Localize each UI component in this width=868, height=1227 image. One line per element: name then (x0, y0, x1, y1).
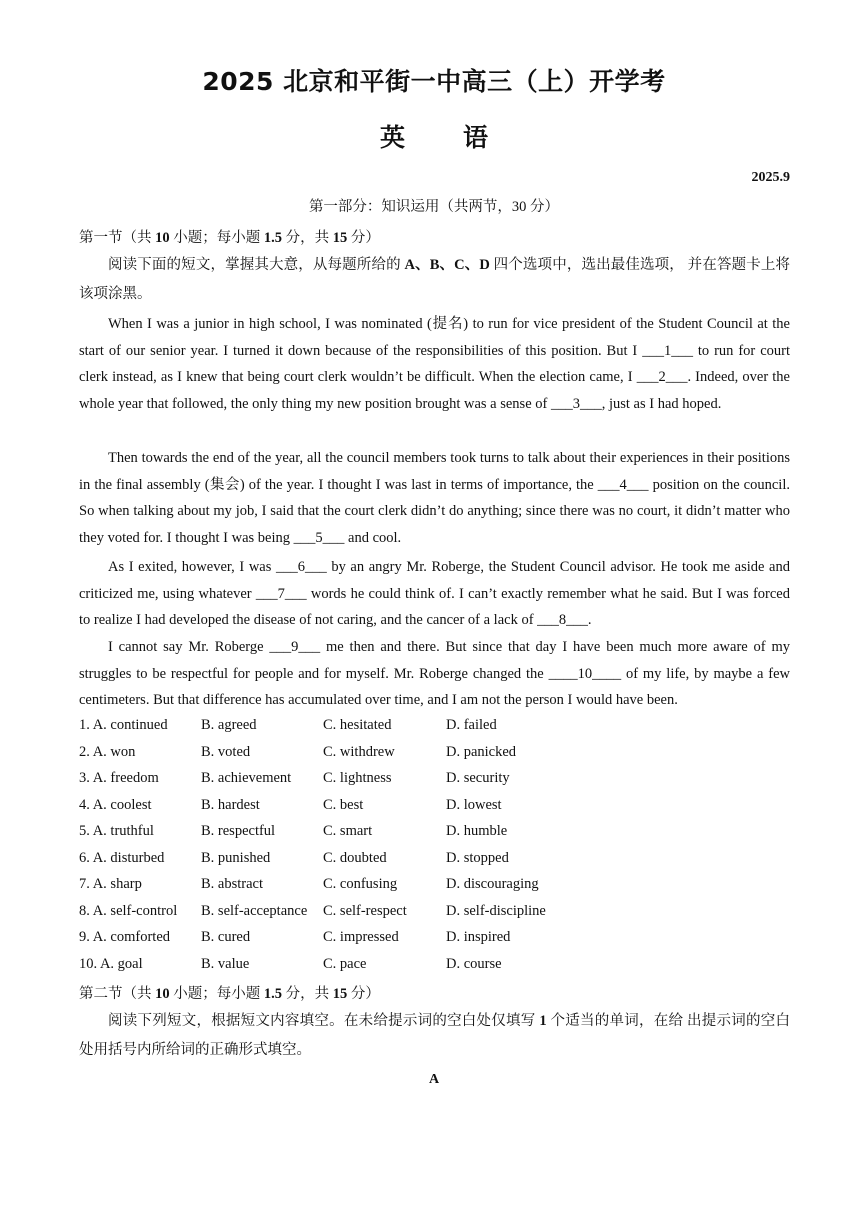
option-row (79, 872, 790, 899)
exam-date: 2025.9 (751, 170, 790, 185)
option-row (79, 766, 790, 793)
passage-label: A (428, 1072, 440, 1087)
option-row (79, 846, 790, 873)
option-a: 4. A. coolest (79, 796, 152, 813)
option-d: D. stopped (446, 849, 509, 866)
option-d: D. panicked (446, 743, 517, 760)
option-b: B. voted (201, 743, 251, 760)
option-row (79, 925, 790, 952)
option-d: D. failed (446, 717, 497, 733)
option-d: D. humble (446, 823, 508, 839)
option-b: B. agreed (201, 717, 257, 733)
option-c: C. pace (323, 955, 367, 972)
section1-heading: 第一节（共 10 小题；每小题 1.5 分，共 15 分） (79, 230, 380, 246)
option-b: B. abstract (201, 876, 264, 892)
option-d: D. inspired (446, 929, 511, 945)
option-a: 7. A. sharp (79, 876, 142, 892)
option-row (79, 819, 790, 846)
option-d: D. lowest (446, 796, 502, 813)
options-list (79, 713, 790, 978)
option-d: D. self-discipline (446, 902, 546, 919)
option-c: C. withdrew (323, 743, 395, 760)
option-b: B. respectful (201, 823, 276, 839)
option-a: 3. A. freedom (79, 770, 159, 786)
option-b: B. self-acceptance (201, 902, 308, 919)
option-a: 1. A. continued (79, 717, 168, 733)
option-a: 8. A. self-control (79, 902, 178, 919)
option-a: 10. A. goal (79, 955, 143, 972)
option-row (79, 713, 790, 740)
option-row (79, 899, 790, 926)
passage-paragraph-3: As I exited, however, I was ___6___ by an angry Mr. Roberge, the Student Council advisor. He took me aside and criticized me, using whatever ___7___ words he could think of. I can’t exactly remember what he said. But I was forced to realize I had developed the disease of not caring, and the cancer of a lack of ___8___. (79, 559, 790, 629)
option-c: C. impressed (323, 929, 399, 945)
option-c: C. doubted (323, 849, 387, 866)
option-row (79, 740, 790, 767)
option-row (79, 952, 790, 979)
section2-instructions: 阅读下列短文，根据短文内容填空。在未给提示词的空白处仅填写 1 个适当的单词，在给 出提示词的空白处用括号内所给词的正确形式填空。 (79, 1013, 791, 1058)
option-b: B. achievement (201, 770, 292, 786)
option-d: D. security (446, 770, 510, 786)
option-c: C. hesitated (323, 717, 392, 733)
section2-heading: 第二节（共 10 小题；每小题 1.5 分，共 15 分） (79, 986, 380, 1002)
option-a: 2. A. won (79, 743, 136, 760)
option-c: C. best (323, 796, 364, 813)
option-d: D. course (446, 955, 502, 972)
option-b: B. cured (201, 929, 251, 945)
passage-paragraph-4: I cannot say Mr. Roberge ___9___ me then and there. But since that day I have been much more aware of my struggles to be respectful for people and for myself. Mr. Roberge changed the ____10____ of my life, by maybe a few centimeters. But that difference has accumulated over time, and I am not the person I would have been. (79, 639, 790, 709)
subject-title: 英语 (379, 123, 546, 152)
option-d: D. discouraging (446, 876, 539, 892)
option-a: 5. A. truthful (79, 823, 154, 839)
option-b: B. punished (201, 849, 271, 866)
passage-paragraph-2: Then towards the end of the year, all the council members took turns to talk about their experiences in their positions in the final assembly (集会) of the year. I thought I was last in terms of importance, the ___4___ position on the council. So when talking about my job, I said that the court clerk didn’t do anything; since there was no court, it didn’t matter who they voted for. I thought I was being ___5___ and cool. (79, 450, 790, 546)
option-b: B. value (201, 955, 250, 972)
option-c: C. smart (323, 823, 373, 839)
option-b: B. hardest (201, 796, 260, 813)
option-c: C. confusing (323, 876, 398, 892)
passage-paragraph-1: When I was a junior in high school, I was nominated (提名) to run for vice president of the Student Council at the start of our senior year. I turned it down because of the responsibilities of this position. But I ___1___ to run for court clerk instead, as I knew that being court clerk wouldn’t be difficult. When the election came, I ___2___. Indeed, over the whole year that followed, the only thing my new position brought was a sense of ___3___, just as I had hoped. (79, 316, 790, 412)
option-c: C. lightness (323, 770, 392, 786)
part1-heading: 第一部分：知识运用（共两节，30 分） (308, 199, 560, 215)
section1-instructions: 阅读下面的短文，掌握其大意，从每题所给的 A、B、C、D 四个选项中，选出最佳选项， 并在答题卡上将该项涂黑。 (79, 257, 790, 302)
option-row (79, 793, 790, 820)
option-a: 9. A. comforted (79, 929, 171, 945)
exam-title: 2025 北京和平街一中高三（上）开学考 (202, 67, 666, 96)
option-c: C. self-respect (323, 902, 407, 919)
option-a: 6. A. disturbed (79, 849, 165, 866)
